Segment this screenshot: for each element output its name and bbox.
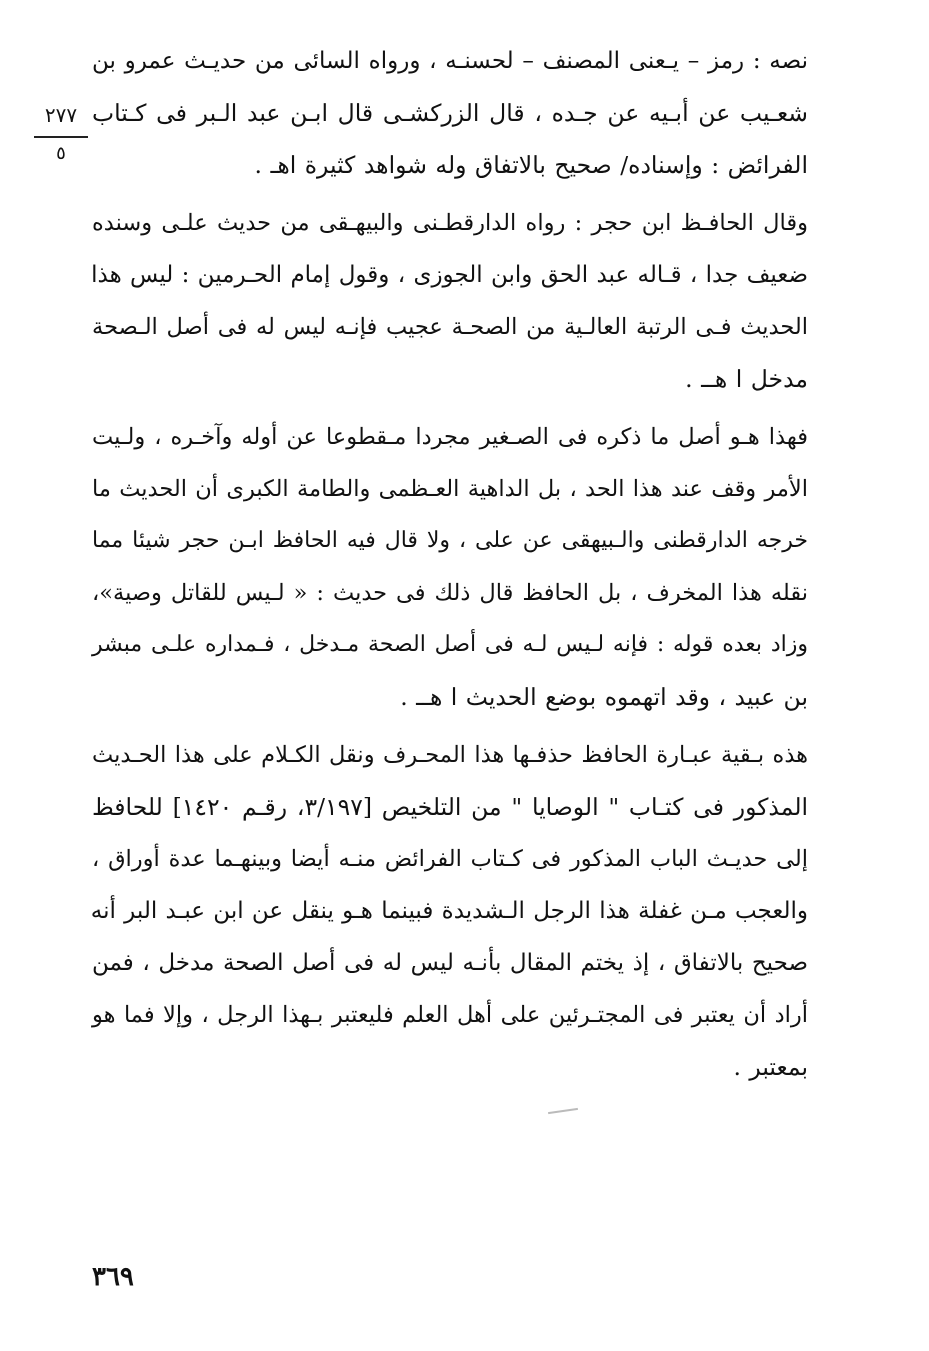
paragraph-2	[92, 197, 808, 405]
text-line: بمعتبر .	[733, 1053, 808, 1081]
text-line: وقال الحافـظ ابن حجر : رواه الدارقطـنى والبيهـقى من حديث علـى وسنده	[92, 210, 808, 236]
text-line: أراد أن يعتبر فى المجتـرئين على أهل العلم فليعتبر بـهذا الرجل ، وإلا فما هو	[92, 1002, 808, 1028]
text-line: والعجب مـن غفلة هذا الرجل الـشديدة فبينما هـو ينقل عن ابن عبـد البر أنه	[90, 898, 808, 924]
text-line: المذكور فى كتـاب " الوصايا " من التلخيص [٣/١٩٧، رقـم ١٤٢٠] للحافظ	[92, 793, 809, 821]
paragraph-1	[92, 35, 808, 191]
margin-reference-top: ٢٧٧	[44, 103, 78, 127]
margin-reference	[30, 100, 92, 166]
text-line: إلى حديـث الباب المذكور فى كـتاب الفرائض منـه أيضا وبينهـما عدة أوراق ،	[92, 846, 808, 872]
text-line: هذه بـقية عبـارة الحافظ حذفـها هذا المحـرف ونقل الكـلام على هذا الحـديث	[92, 742, 808, 768]
text-line: خرجه الدارقطنى والـبيهقى عن على ، ولا قال فيه الحافظ ابـن حجر شيئا مما	[92, 528, 808, 553]
text-line: شعـيب عن أبـيه عن جـده ، قال الزركشـى قال ابـن عبد الـبر فى كـتاب	[92, 99, 808, 127]
text-line: صحيح بالاتفاق ، إذ يختم المقال بأنـه ليس له فى أصل الصحة مدخل ، فمن	[92, 950, 808, 976]
text-line: نصه : رمز – يـعنى المصنف – لحسنـه ، ورواه السائى من حديـث عمرو بن	[92, 48, 808, 74]
text-line: نقله هذا المخرف ، بل الحافظ قال ذلك فى حديث : « لـيس للقاتل وصية»،	[92, 580, 808, 606]
paragraph-4	[92, 729, 808, 1093]
margin-reference-rule	[34, 136, 88, 138]
scan-mark	[548, 1108, 578, 1114]
text-line: فهذا هـو أصل ما ذكره فى الصـغير مجردا مـقطوعا عن أوله وآخـره ، ولـيت	[92, 424, 808, 450]
text-line: الفرائض : وإسناده/ صحيح بالاتفاق وله شواهد كثيرة اهـ .	[254, 151, 808, 179]
text-line: الأمر وقف عند هذا الحد ، بل الداهية العـظمى والطامة الكبرى أن الحديث ما	[92, 476, 808, 502]
margin-reference-bottom: ٥	[56, 143, 66, 164]
text-line: وزاد بعده قوله : فإنه لـيس لـه فى أصل الصحة مـدخل ، فـمداره علـى مبشر	[92, 632, 808, 657]
text-line: ضعيف جدا ، قـاله عبد الحق وابن الجوزى ، وقول إمام الحـرمين : ليس هذا	[91, 262, 808, 288]
body-text	[92, 35, 808, 1093]
text-line: الحديث فـى الرتبة العالـية من الصحـة عجيب فإنـه ليس له فى أصل الـصحة	[92, 314, 808, 340]
text-line: مدخل ا هــ .	[685, 365, 808, 393]
text-line: بن عبيد ، وقد اتهموه بوضع الحديث ا هــ .	[400, 683, 808, 711]
page-number: ٣٦٩	[92, 1262, 134, 1292]
paragraph-3	[92, 411, 808, 723]
